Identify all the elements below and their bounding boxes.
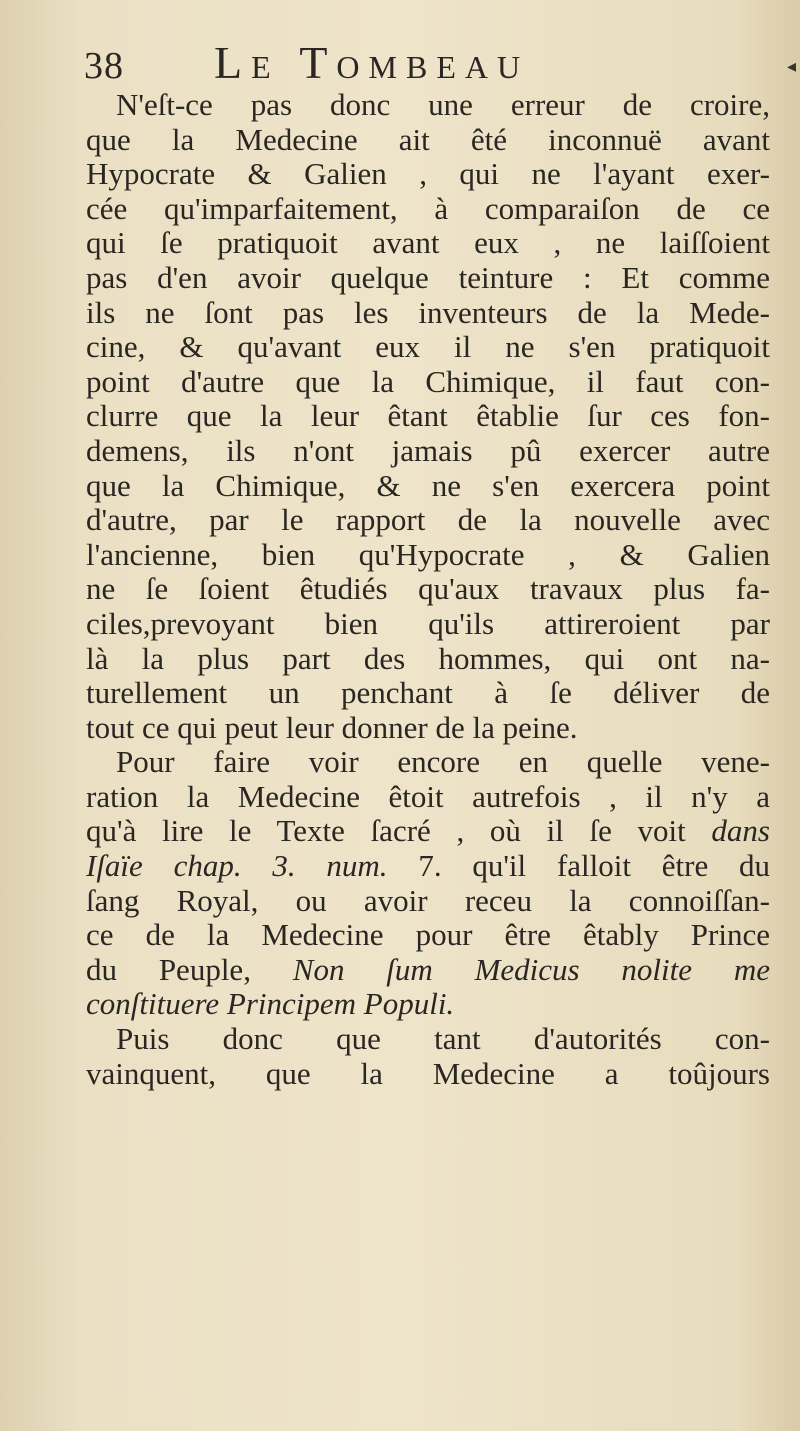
body-text <box>86 88 770 1091</box>
text-line <box>86 745 770 780</box>
line-text: ration la Medecine êtoit autrefois , il n'y a <box>86 779 770 814</box>
text-line <box>86 88 770 123</box>
line-text: Pour faire voir encore en quelle vene- <box>116 745 770 780</box>
line-text: ce de la Medecine pour être êtably Prince <box>86 918 770 953</box>
text-line <box>86 296 770 331</box>
italic-text: conſtituere Principem Populi. <box>86 987 455 1022</box>
line-text: l'ancienne, bien qu'Hypocrate , & Galien <box>86 537 770 572</box>
text-line <box>86 642 770 677</box>
text-line <box>86 918 770 953</box>
line-text: que la Medecine ait êté inconnuë avant <box>86 122 770 157</box>
line-text: demens, ils n'ont jamais pû exercer autre <box>86 433 770 468</box>
text-line <box>86 814 770 849</box>
line-text: pas d'en avoir quelque teinture : Et comme <box>86 260 770 295</box>
line-text: vainquent, que la Medecine a toûjours <box>86 1056 770 1091</box>
text-line <box>86 711 770 746</box>
line-text: ciles,prevoyant bien qu'ils attireroient par <box>86 606 770 641</box>
text-line <box>86 884 770 919</box>
text-line <box>86 157 770 192</box>
line-text: cine, & qu'avant eux il ne s'en pratiquoit <box>86 330 770 365</box>
line-text: 7. qu'il falloit être du <box>387 849 770 884</box>
text-line <box>86 330 770 365</box>
text-line <box>86 1057 770 1092</box>
text-line <box>86 469 770 504</box>
italic-text: dans <box>711 814 770 849</box>
line-text: Puis donc que tant d'autorités con- <box>116 1022 770 1057</box>
line-text: Hypocrate & Galien , qui ne l'ayant exer- <box>86 157 770 192</box>
line-text: clurre que la leur êtant êtablie ſur ces fon- <box>86 399 770 434</box>
line-text: N'eſt-ce pas donc une erreur de croire, <box>116 88 770 122</box>
text-line <box>86 261 770 296</box>
line-text: cée qu'imparfaitement, à comparaiſon de ce <box>86 191 770 226</box>
italic-text: Iſaïe chap. 3. num. <box>86 849 388 884</box>
text-line <box>86 192 770 227</box>
text-line <box>86 226 770 261</box>
text-line <box>86 123 770 158</box>
line-text: qui ſe pratiquoit avant eux , ne laiſſoient <box>86 226 770 261</box>
page-header <box>84 36 740 86</box>
text-line <box>86 503 770 538</box>
text-line <box>86 849 770 884</box>
line-text: ne ſe ſoient êtudiés qu'aux travaux plus fa- <box>86 572 770 607</box>
line-text: du Peuple, <box>86 952 293 987</box>
text-line <box>86 676 770 711</box>
line-text: point d'autre que la Chimique, il faut con- <box>86 364 770 399</box>
line-text: que la Chimique, & ne s'en exercera point <box>86 468 770 503</box>
text-line <box>86 1022 770 1057</box>
page-number: 38 <box>84 45 124 87</box>
text-line <box>86 780 770 815</box>
line-text: ſang Royal, ou avoir receu la connoiſſan- <box>86 883 770 918</box>
line-text: tout ce qui peut leur donner de la peine. <box>86 710 578 745</box>
line-text: turellement un penchant à ſe déliver de <box>86 676 770 711</box>
margin-mark: ◂ <box>786 56 796 76</box>
line-text: d'autre, par le rapport de la nouvelle avec <box>86 503 770 538</box>
line-text: qu'à lire le Texte ſacré , où il ſe voit <box>86 814 712 849</box>
text-line <box>86 434 770 469</box>
text-line <box>86 987 770 1022</box>
line-text: ils ne ſont pas les inventeurs de la Mede- <box>86 295 770 330</box>
text-line <box>86 953 770 988</box>
text-line <box>86 365 770 400</box>
running-title: Le Tombeau <box>214 37 530 88</box>
line-text: là la plus part des hommes, qui ont na- <box>86 641 770 676</box>
text-line <box>86 538 770 573</box>
italic-text: Non ſum Medicus nolite me <box>292 952 770 987</box>
text-line <box>86 399 770 434</box>
text-line <box>86 607 770 642</box>
text-line <box>86 572 770 607</box>
